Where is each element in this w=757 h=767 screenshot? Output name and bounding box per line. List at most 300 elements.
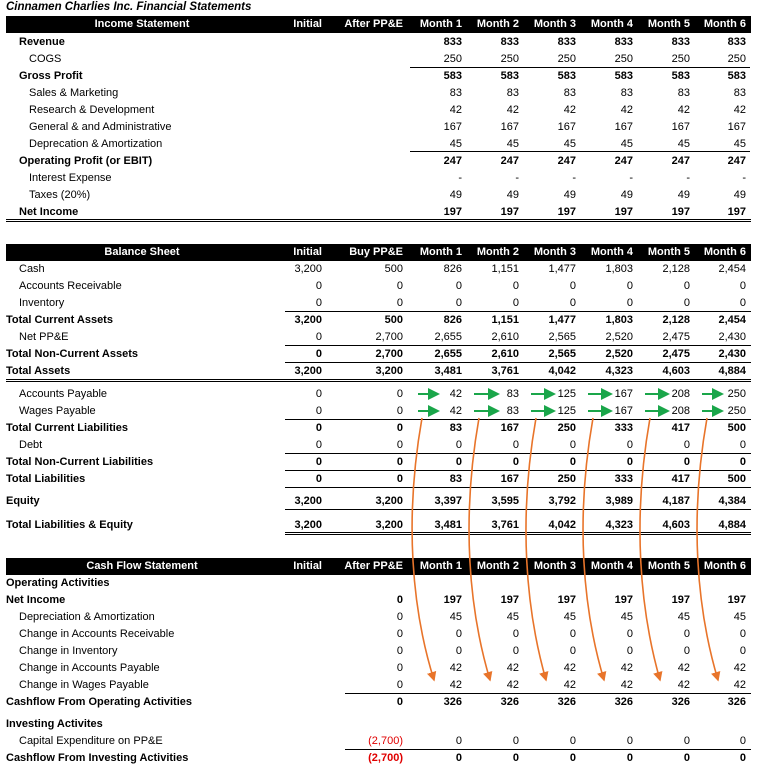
cashflow-row-label: Cashflow From Operating Activities <box>6 696 193 708</box>
balance-value: 2,700 <box>375 331 403 343</box>
income-title: Income Statement <box>94 18 190 30</box>
income-value: 45 <box>563 138 576 150</box>
balance-value: 1,803 <box>605 314 633 326</box>
balance-value: 3,200 <box>375 519 403 531</box>
rule-line <box>6 379 751 380</box>
cashflow-value: 45 <box>563 611 576 623</box>
balance-value: 4,384 <box>718 495 746 507</box>
balance-value: 167 <box>500 473 519 485</box>
income-header-row <box>6 16 751 33</box>
income-value: 250 <box>614 53 633 65</box>
balance-value: 4,042 <box>548 519 576 531</box>
page-title: Cinnamen Charlies Inc. Financial Statements <box>6 1 252 13</box>
income-row <box>0 85 757 102</box>
balance-col-header: Initial <box>293 246 322 258</box>
income-row <box>0 51 757 68</box>
income-value: 83 <box>620 87 633 99</box>
income-value: 250 <box>557 53 576 65</box>
rule-line <box>410 67 750 68</box>
balance-value: 83 <box>506 405 519 417</box>
income-value: 833 <box>557 36 576 48</box>
balance-col-header: Month 4 <box>590 246 633 258</box>
income-value: - <box>629 172 633 184</box>
cashflow-value: 0 <box>396 628 403 640</box>
balance-value: 0 <box>569 456 576 468</box>
income-col-header: Month 4 <box>590 18 633 30</box>
balance-value: 0 <box>455 297 462 309</box>
rule-line <box>345 693 751 694</box>
balance-row <box>0 420 757 437</box>
income-value: 833 <box>443 36 462 48</box>
cashflow-row <box>0 677 757 694</box>
rule-line <box>285 534 751 535</box>
balance-value: 0 <box>396 456 403 468</box>
balance-col-header: Buy PP&E <box>349 246 403 258</box>
balance-value: 2,128 <box>662 263 690 275</box>
balance-value: 4,323 <box>605 365 633 377</box>
income-value: 83 <box>733 87 746 99</box>
balance-row-label: Equity <box>6 495 40 507</box>
income-value: 42 <box>563 104 576 116</box>
income-value: 247 <box>443 155 462 167</box>
cashflow-value: 197 <box>443 594 462 606</box>
balance-value: 826 <box>443 263 462 275</box>
income-value: 247 <box>500 155 519 167</box>
balance-value: 333 <box>614 473 633 485</box>
cashflow-value: 197 <box>727 594 746 606</box>
balance-value: 3,200 <box>294 519 322 531</box>
balance-row <box>0 312 757 329</box>
income-row-label: Research & Development <box>29 104 155 116</box>
cashflow-value: 326 <box>671 696 690 708</box>
balance-row <box>0 471 757 488</box>
balance-value: 2,565 <box>548 331 576 343</box>
cashflow-row <box>0 733 757 750</box>
cashflow-row <box>0 694 757 711</box>
rule-line <box>285 362 751 363</box>
income-value: - <box>686 172 690 184</box>
balance-row-label: Total Non-Current Assets <box>6 348 139 360</box>
balance-value: 0 <box>739 439 746 451</box>
balance-value: 1,151 <box>491 314 519 326</box>
income-row <box>0 153 757 170</box>
income-value: 83 <box>563 87 576 99</box>
income-value: 49 <box>620 189 633 201</box>
balance-value: 0 <box>626 297 633 309</box>
cashflow-title: Cash Flow Statement <box>86 560 198 572</box>
income-row <box>0 187 757 204</box>
balance-row-label: Cash <box>19 263 45 275</box>
balance-row <box>0 261 757 278</box>
cashflow-row-label: Cashflow From Investing Activities <box>6 752 189 764</box>
balance-value: 0 <box>683 297 690 309</box>
balance-value: 83 <box>506 388 519 400</box>
balance-value: 83 <box>449 473 462 485</box>
balance-value: 0 <box>396 280 403 292</box>
income-value: 583 <box>443 70 462 82</box>
rule-line <box>285 419 751 420</box>
cashflow-value: 0 <box>739 752 746 764</box>
balance-value: 4,042 <box>548 365 576 377</box>
cashflow-value: 42 <box>733 679 746 691</box>
cashflow-value: 0 <box>396 662 403 674</box>
income-value: - <box>742 172 746 184</box>
income-value: 583 <box>727 70 746 82</box>
income-value: 167 <box>443 121 462 133</box>
cashflow-value: 0 <box>626 735 633 747</box>
rule-line <box>285 453 751 454</box>
balance-value: 167 <box>500 422 519 434</box>
cashflow-value: 0 <box>455 735 462 747</box>
balance-value: 0 <box>315 388 322 400</box>
cashflow-value: 0 <box>455 752 462 764</box>
cashflow-value: 45 <box>506 611 519 623</box>
cashflow-row-label: Change in Inventory <box>19 645 118 657</box>
cashflow-col-header: After PP&E <box>344 560 403 572</box>
balance-row-label: Total Current Liabilities <box>6 422 129 434</box>
balance-value: 0 <box>512 297 519 309</box>
cashflow-row-label: Net Income <box>6 594 66 606</box>
cashflow-value: 42 <box>677 679 690 691</box>
rule-line <box>6 381 751 382</box>
balance-value: 2,454 <box>718 314 746 326</box>
cashflow-value: 0 <box>739 735 746 747</box>
cashflow-header-row <box>6 558 751 575</box>
income-value: 49 <box>449 189 462 201</box>
cashflow-value: 0 <box>396 645 403 657</box>
balance-value: 83 <box>449 422 462 434</box>
income-value: 833 <box>500 36 519 48</box>
balance-col-header: Month 1 <box>419 246 462 258</box>
income-value: 583 <box>614 70 633 82</box>
balance-value: 0 <box>315 456 322 468</box>
cashflow-value: 0 <box>626 752 633 764</box>
balance-value: 3,200 <box>375 495 403 507</box>
cashflow-value: 326 <box>500 696 519 708</box>
income-col-header: Month 5 <box>647 18 690 30</box>
balance-value: 4,884 <box>718 365 746 377</box>
income-value: 45 <box>449 138 462 150</box>
cashflow-value: 0 <box>396 679 403 691</box>
cashflow-value: (2,700) <box>368 752 403 764</box>
balance-value: 2,475 <box>662 348 690 360</box>
balance-value: 0 <box>739 280 746 292</box>
cashflow-value: 0 <box>569 735 576 747</box>
rule-line <box>285 487 751 488</box>
balance-value: 2,520 <box>605 331 633 343</box>
cashflow-value: 326 <box>557 696 576 708</box>
balance-value: 500 <box>727 422 746 434</box>
balance-value: 0 <box>512 456 519 468</box>
balance-value: 4,884 <box>718 519 746 531</box>
cashflow-value: 0 <box>569 628 576 640</box>
cashflow-value: 42 <box>620 662 633 674</box>
income-row <box>0 68 757 85</box>
income-value: 42 <box>620 104 633 116</box>
balance-col-header: Month 3 <box>533 246 576 258</box>
cashflow-row <box>0 592 757 609</box>
income-value: - <box>572 172 576 184</box>
balance-value: 1,803 <box>605 263 633 275</box>
balance-value: 2,475 <box>662 331 690 343</box>
income-col-header: Month 6 <box>703 18 746 30</box>
cashflow-value: 0 <box>683 752 690 764</box>
rule-line <box>345 749 751 750</box>
income-value: 42 <box>677 104 690 116</box>
cashflow-value: 0 <box>739 645 746 657</box>
balance-value: 0 <box>315 422 322 434</box>
income-value: 250 <box>500 53 519 65</box>
cashflow-row <box>0 716 757 733</box>
balance-value: 0 <box>315 297 322 309</box>
balance-row-label: Total Current Assets <box>6 314 113 326</box>
income-value: 83 <box>449 87 462 99</box>
balance-value: 250 <box>727 405 746 417</box>
balance-col-header: Month 6 <box>703 246 746 258</box>
balance-row-label: Debt <box>19 439 43 451</box>
income-row <box>0 34 757 51</box>
income-row-label: Operating Profit (or EBIT) <box>19 155 153 167</box>
income-row-label: General & and Administrative <box>29 121 172 133</box>
cashflow-value: 42 <box>733 662 746 674</box>
income-col-header: Month 3 <box>533 18 576 30</box>
income-value: 167 <box>671 121 690 133</box>
income-value: 49 <box>733 189 746 201</box>
income-value: 167 <box>557 121 576 133</box>
balance-value: 3,200 <box>294 314 322 326</box>
balance-value: 0 <box>683 456 690 468</box>
income-value: 167 <box>614 121 633 133</box>
balance-row <box>0 403 757 420</box>
rule-line <box>6 221 751 222</box>
balance-row-label: Accounts Payable <box>19 388 108 400</box>
cashflow-row-label: Operating Activities <box>6 577 110 589</box>
rule-line <box>6 219 751 220</box>
balance-value: 0 <box>315 473 322 485</box>
balance-row <box>0 386 757 403</box>
income-row <box>0 102 757 119</box>
balance-value: 1,477 <box>548 263 576 275</box>
income-value: 247 <box>671 155 690 167</box>
balance-row-label: Accounts Receivable <box>19 280 122 292</box>
balance-value: 2,565 <box>548 348 576 360</box>
income-row-label: Gross Profit <box>19 70 83 82</box>
balance-col-header: Month 5 <box>647 246 690 258</box>
cashflow-value: 42 <box>677 662 690 674</box>
balance-value: 0 <box>315 348 322 360</box>
cashflow-row <box>0 750 757 767</box>
balance-header-row <box>6 244 751 261</box>
cashflow-value: 0 <box>455 628 462 640</box>
balance-value: 2,430 <box>718 331 746 343</box>
income-value: 247 <box>557 155 576 167</box>
cashflow-col-header: Month 1 <box>419 560 462 572</box>
cashflow-row-label: Change in Wages Payable <box>19 679 149 691</box>
cashflow-value: 0 <box>739 628 746 640</box>
balance-value: 417 <box>671 473 690 485</box>
balance-value: 2,700 <box>375 348 403 360</box>
income-value: 250 <box>727 53 746 65</box>
cashflow-value: 42 <box>563 662 576 674</box>
balance-value: 3,397 <box>434 495 462 507</box>
income-value: 583 <box>671 70 690 82</box>
income-value: - <box>458 172 462 184</box>
balance-value: 0 <box>396 297 403 309</box>
balance-row <box>0 329 757 346</box>
balance-row-label: Total Assets <box>6 365 71 377</box>
balance-value: 42 <box>449 405 462 417</box>
income-value: 197 <box>671 206 690 218</box>
balance-row-label: Total Non-Current Liabilities <box>6 456 154 468</box>
balance-value: 4,603 <box>662 365 690 377</box>
balance-value: 0 <box>396 439 403 451</box>
balance-value: 2,520 <box>605 348 633 360</box>
income-value: 49 <box>677 189 690 201</box>
balance-value: 42 <box>449 388 462 400</box>
cashflow-value: 0 <box>683 645 690 657</box>
balance-value: 0 <box>569 439 576 451</box>
cashflow-value: 42 <box>620 679 633 691</box>
balance-value: 3,481 <box>434 519 462 531</box>
cashflow-value: 197 <box>671 594 690 606</box>
cashflow-value: 197 <box>614 594 633 606</box>
balance-value: 250 <box>727 388 746 400</box>
income-value: 42 <box>506 104 519 116</box>
rule-line <box>285 311 751 312</box>
balance-value: 4,323 <box>605 519 633 531</box>
cashflow-value: 326 <box>727 696 746 708</box>
balance-value: 0 <box>569 280 576 292</box>
income-row <box>0 170 757 187</box>
balance-row <box>0 454 757 471</box>
cashflow-col-header: Initial <box>293 560 322 572</box>
income-value: 247 <box>727 155 746 167</box>
balance-value: 0 <box>739 297 746 309</box>
balance-value: 0 <box>396 422 403 434</box>
income-value: 250 <box>671 53 690 65</box>
cashflow-row <box>0 643 757 660</box>
cashflow-value: 45 <box>733 611 746 623</box>
cashflow-value: 0 <box>512 645 519 657</box>
balance-value: 0 <box>739 456 746 468</box>
balance-col-header: Month 2 <box>476 246 519 258</box>
balance-value: 500 <box>384 314 403 326</box>
balance-value: 3,481 <box>434 365 462 377</box>
rule-line <box>410 151 750 152</box>
cashflow-value: (2,700) <box>368 735 403 747</box>
income-row-label: Net Income <box>19 206 79 218</box>
cashflow-row <box>0 575 757 592</box>
balance-value: 3,200 <box>294 365 322 377</box>
cashflow-value: 0 <box>396 594 403 606</box>
balance-value: 250 <box>557 473 576 485</box>
balance-value: 3,761 <box>491 365 519 377</box>
balance-value: 2,655 <box>434 331 462 343</box>
income-value: 167 <box>500 121 519 133</box>
cashflow-value: 0 <box>569 752 576 764</box>
balance-value: 333 <box>614 422 633 434</box>
balance-value: 208 <box>671 388 690 400</box>
income-row-label: Sales & Marketing <box>29 87 119 99</box>
cashflow-value: 45 <box>620 611 633 623</box>
cashflow-row <box>0 626 757 643</box>
balance-value: 417 <box>671 422 690 434</box>
income-value: 197 <box>500 206 519 218</box>
balance-row <box>0 278 757 295</box>
cashflow-row-label: Change in Accounts Receivable <box>19 628 175 640</box>
balance-value: 0 <box>455 280 462 292</box>
income-value: 49 <box>563 189 576 201</box>
balance-value: 3,200 <box>294 263 322 275</box>
balance-value: 3,200 <box>294 495 322 507</box>
balance-value: 0 <box>315 439 322 451</box>
balance-value: 2,430 <box>718 348 746 360</box>
cashflow-value: 326 <box>443 696 462 708</box>
income-row-label: Interest Expense <box>29 172 112 184</box>
cashflow-value: 42 <box>506 662 519 674</box>
balance-value: 3,200 <box>375 365 403 377</box>
cashflow-value: 42 <box>506 679 519 691</box>
income-value: 583 <box>557 70 576 82</box>
income-col-header: After PP&E <box>344 18 403 30</box>
balance-value: 0 <box>455 456 462 468</box>
income-value: 583 <box>500 70 519 82</box>
income-value: 197 <box>727 206 746 218</box>
income-value: 42 <box>733 104 746 116</box>
income-value: - <box>515 172 519 184</box>
balance-value: 208 <box>671 405 690 417</box>
rule-line <box>285 470 751 471</box>
balance-value: 826 <box>443 314 462 326</box>
balance-value: 1,477 <box>548 314 576 326</box>
income-col-header: Month 1 <box>419 18 462 30</box>
income-value: 45 <box>733 138 746 150</box>
balance-value: 0 <box>315 405 322 417</box>
income-value: 83 <box>677 87 690 99</box>
balance-value: 3,792 <box>548 495 576 507</box>
balance-value: 3,761 <box>491 519 519 531</box>
balance-value: 2,610 <box>491 348 519 360</box>
balance-row <box>0 437 757 454</box>
cashflow-value: 0 <box>683 735 690 747</box>
balance-value: 0 <box>626 280 633 292</box>
balance-value: 4,187 <box>662 495 690 507</box>
cashflow-value: 0 <box>569 645 576 657</box>
cashflow-row-label: Depreciation & Amortization <box>19 611 155 623</box>
balance-row-label: Wages Payable <box>19 405 96 417</box>
income-row <box>0 119 757 136</box>
cashflow-value: 0 <box>455 645 462 657</box>
balance-value: 125 <box>557 405 576 417</box>
balance-value: 0 <box>683 439 690 451</box>
cashflow-col-header: Month 4 <box>590 560 633 572</box>
income-value: 247 <box>614 155 633 167</box>
cashflow-value: 0 <box>512 752 519 764</box>
cashflow-value: 0 <box>683 628 690 640</box>
income-value: 197 <box>443 206 462 218</box>
cashflow-row-label: Change in Accounts Payable <box>19 662 160 674</box>
income-value: 833 <box>614 36 633 48</box>
income-value: 83 <box>506 87 519 99</box>
income-value: 42 <box>449 104 462 116</box>
cashflow-value: 0 <box>512 628 519 640</box>
balance-row-label: Total Liabilities & Equity <box>6 519 133 531</box>
income-value: 833 <box>727 36 746 48</box>
balance-value: 0 <box>512 439 519 451</box>
cashflow-value: 326 <box>614 696 633 708</box>
cashflow-value: 42 <box>449 679 462 691</box>
balance-value: 0 <box>683 280 690 292</box>
